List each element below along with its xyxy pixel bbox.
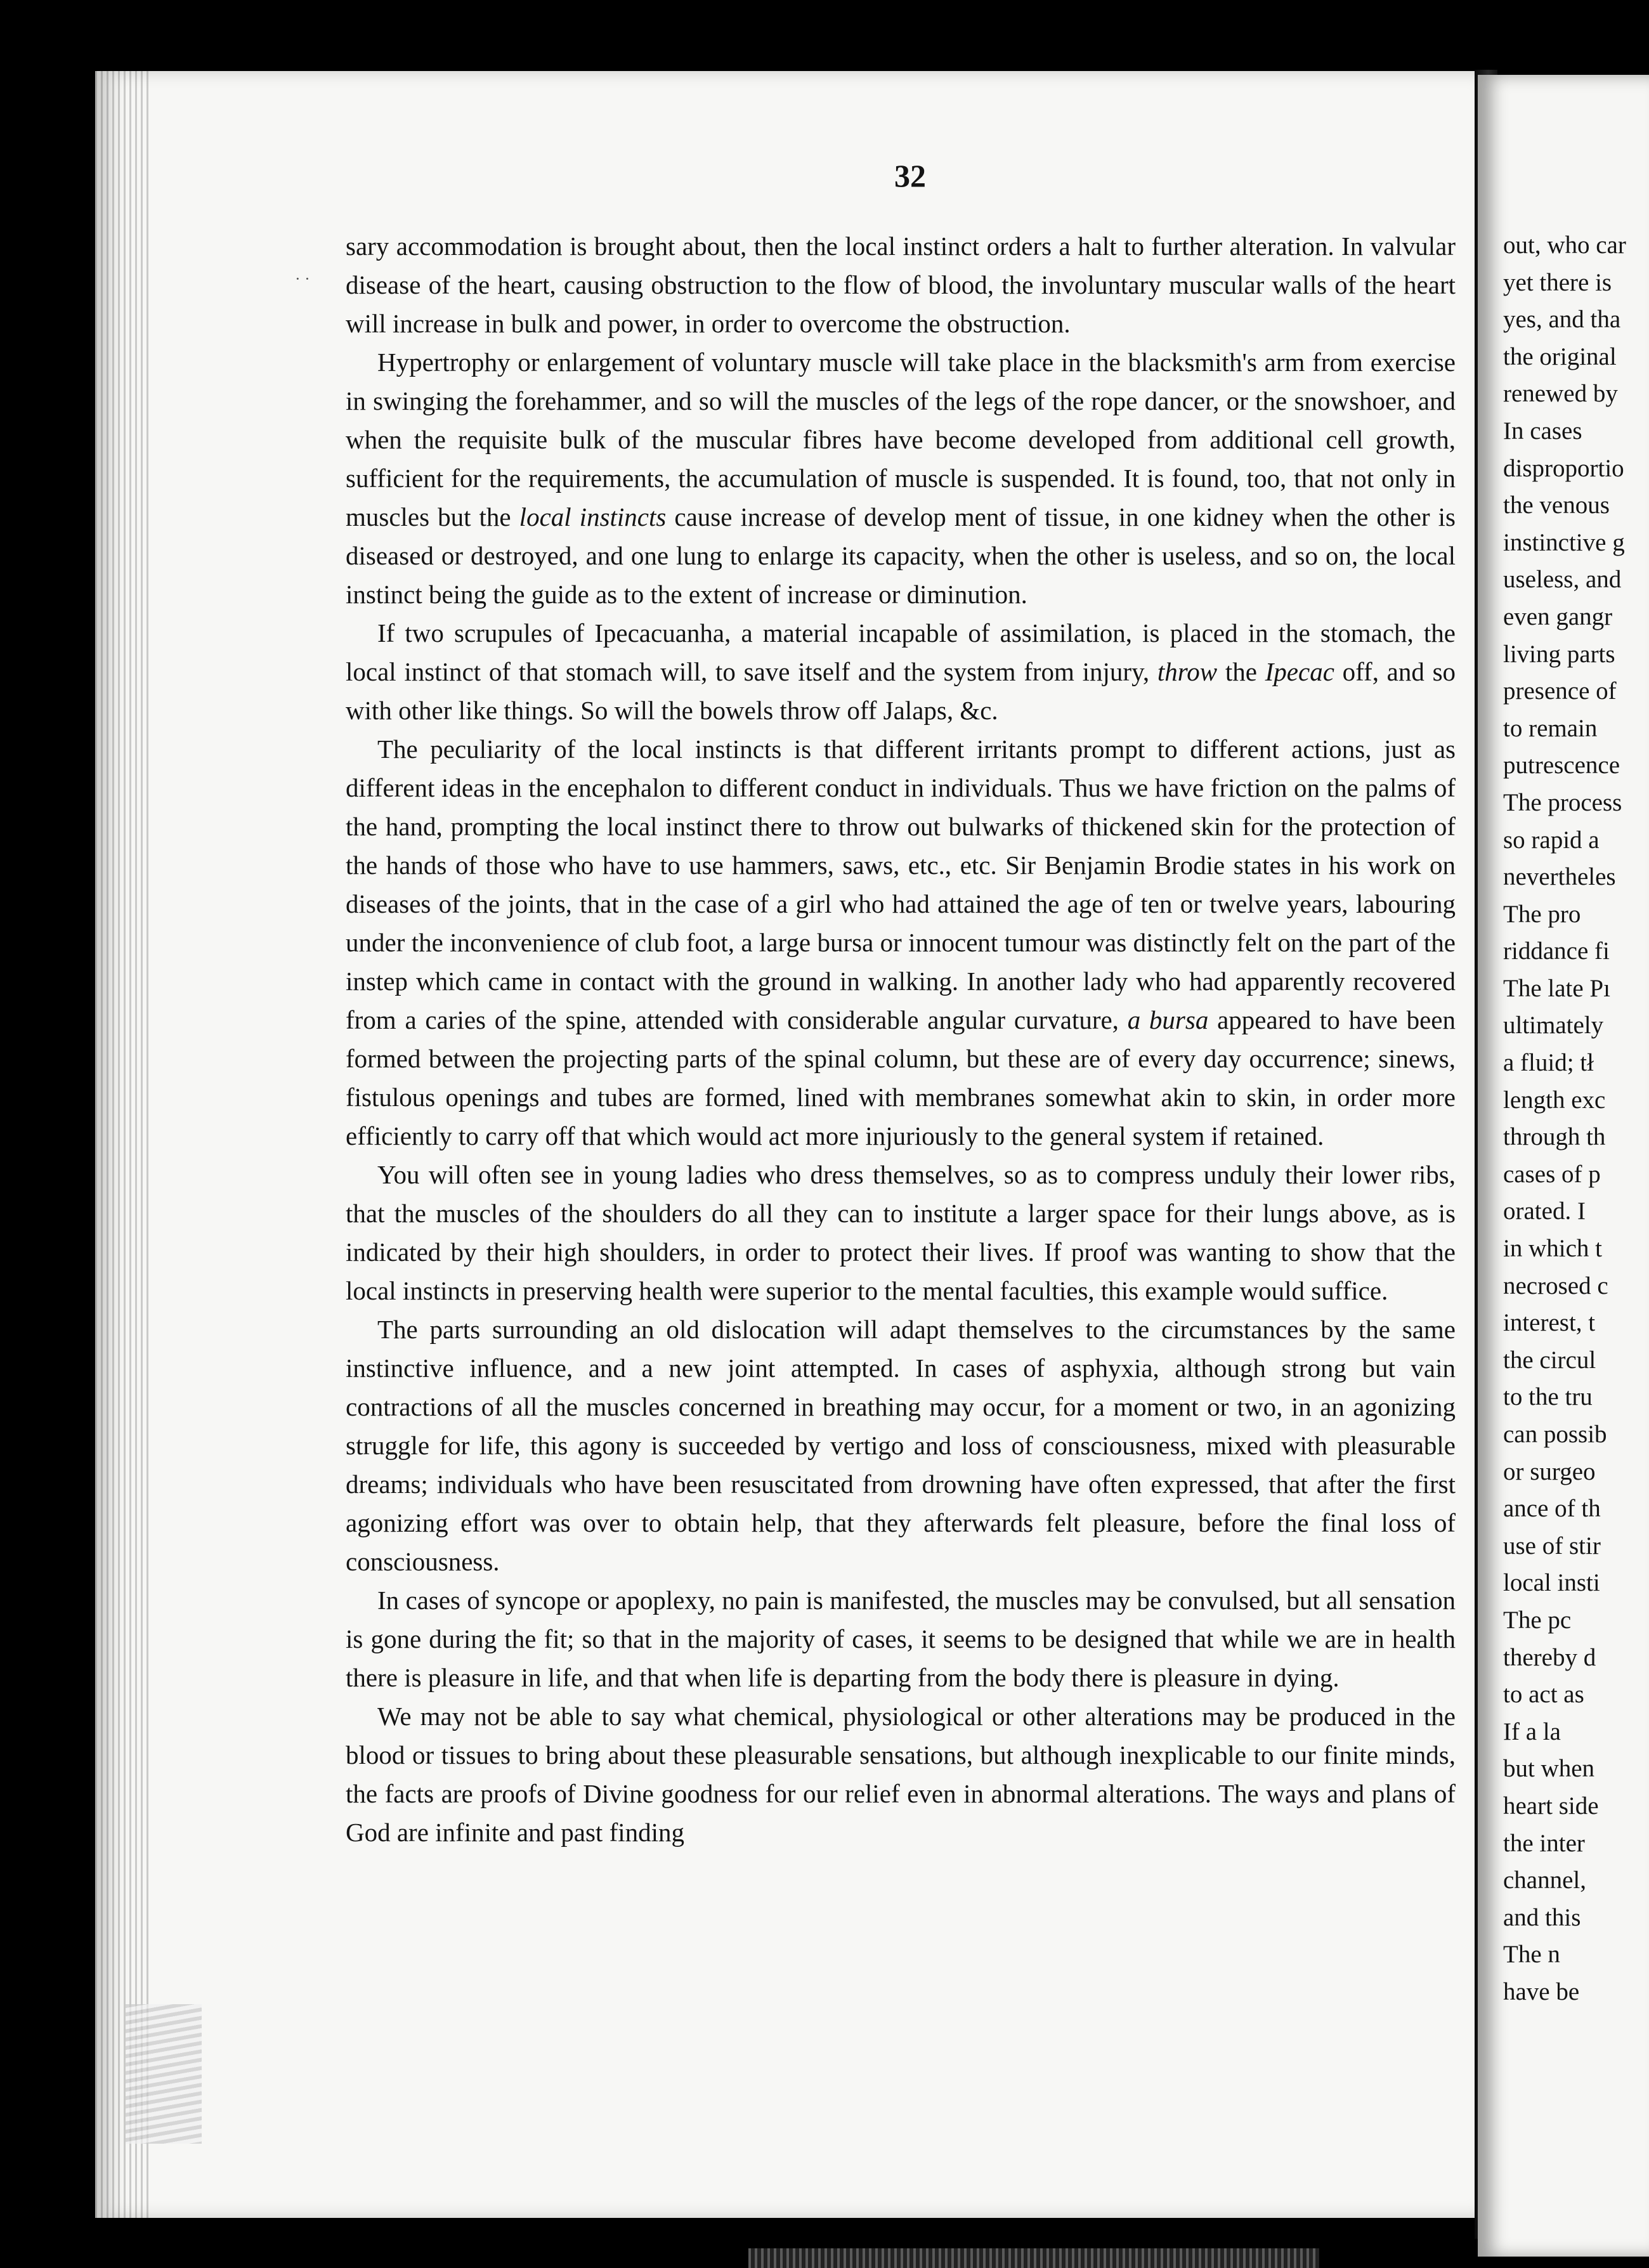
- facing-line: length exc: [1503, 1086, 1606, 1114]
- facing-line: the inter: [1503, 1829, 1585, 1857]
- facing-line: yet there is: [1503, 268, 1612, 296]
- page-body: [346, 227, 1456, 1852]
- facing-line: disproportio: [1503, 454, 1624, 482]
- paragraph-7: In cases of syncope or apoplexy, no pain is manifested, the muscles may be convulsed, but all sensation is gone during the fit; so that in the majority of cases, it seems to be designed that while we are in health there is pleasure in life, and that when life is departing from the body there is pleasure in dying.: [346, 1586, 1456, 1692]
- facing-line: In cases: [1503, 417, 1582, 445]
- facing-line: ultimately: [1503, 1012, 1604, 1040]
- facing-line: living parts: [1503, 640, 1615, 668]
- facing-line: but when: [1503, 1755, 1595, 1783]
- facing-line: heart side: [1503, 1792, 1599, 1820]
- facing-line: channel,: [1503, 1867, 1587, 1894]
- facing-line: nevertheles: [1503, 863, 1616, 891]
- facing-line: use of stir: [1503, 1532, 1601, 1560]
- facing-line: to the tru: [1503, 1383, 1593, 1411]
- facing-line: The n: [1503, 1941, 1560, 1969]
- facing-line: If a la: [1503, 1717, 1561, 1745]
- facing-page-text: [1503, 227, 1649, 2011]
- facing-line: local insti: [1503, 1569, 1600, 1597]
- paragraph-1: sary accommodation is brought about, then the local instinct orders a halt to further alteration. In valvular disease of the heart, causing obstruction to the flow of blood, the involuntary muscular walls of the heart will increase in bulk and power, in order to overcome the obstruction.: [346, 231, 1456, 338]
- facing-line: to remain: [1503, 714, 1598, 742]
- italic-phrase-a-bursa: a bursa: [1127, 1005, 1209, 1034]
- margin-mark: · ·: [295, 270, 310, 288]
- facing-line: out, who car: [1503, 231, 1626, 259]
- facing-line: to act as: [1503, 1681, 1584, 1709]
- facing-line: in which t: [1503, 1235, 1602, 1263]
- paragraph-8: We may not be able to say what chemical, physiological or other alterations may be produced in the blood or tissues to bring about these pleasurable sensations, but although inexplicable to our finite minds, the facts are proofs of Divine goodness for our relief even in abnormal alterations. The ways and plans of God are infinite and past finding: [346, 1702, 1456, 1847]
- page-number: 32: [894, 158, 926, 193]
- facing-line: instinctive g: [1503, 528, 1625, 556]
- facing-line: the circul: [1503, 1346, 1596, 1374]
- facing-line: or surgeo: [1503, 1457, 1596, 1485]
- facing-line: a fluid; tł: [1503, 1049, 1594, 1077]
- paragraph-3: If two scrupules of Ipecacuanha, a material incapable of assimilation, is placed in the stomach, the local instinct of that stomach will, to save itself and the system from injury, throw the Ipecac off, and so with other like things. So will the bowels throw off Jalaps, &c.: [346, 618, 1456, 725]
- facing-line: cases of p: [1503, 1160, 1601, 1188]
- facing-line: interest, t: [1503, 1309, 1596, 1337]
- facing-line: the venous: [1503, 492, 1610, 519]
- facing-line: putrescence: [1503, 752, 1620, 779]
- facing-line: the original: [1503, 342, 1617, 370]
- page-edges: [126, 2004, 202, 2144]
- facing-line: useless, and: [1503, 566, 1622, 594]
- facing-line: The late Pı: [1503, 974, 1610, 1002]
- paragraph-2: Hypertrophy or enlargement of voluntary muscle will take place in the blacksmith's arm from exercise in swinging the forehammer, and so will the muscles of the legs of the rope dancer, or the snowshoer, and when the requisite bulk of the muscular fibres have become developed from additional cell growth, sufficient for the requirements, the accumulation of muscle is suspended. It is found, too, that not only in muscles but the local instincts cause increase of develop ment of tissue, in one kidney when the other is diseased or destroyed, and one lung to enlarge its capacity, when the other is useless, and so on, the local instinct being the guide as to the extent of increase or diminution.: [346, 348, 1456, 609]
- paragraph-5: You will often see in young ladies who dress themselves, so as to compress unduly their lower ribs, that the muscles of the shoulders do all they can to institute a larger space for their lungs above, as is indicated by their high shoulders, in order to protect their lives. If proof was wanting to show that the local instincts in preserving health were superior to the mental faculties, this example would suffice.: [346, 1160, 1456, 1305]
- facing-line: The pro: [1503, 900, 1581, 928]
- facing-line: The pc: [1503, 1606, 1572, 1634]
- book-bottom-edge: [748, 2248, 1319, 2268]
- paragraph-6: The parts surrounding an old dislocation will adapt themselves to the circumstances by the same instinctive influence, and a new joint attempted. In cases of asphyxia, although strong but vain contractions of all the muscles concerned in breathing may occur, for a moment or two, in an agonizing struggle for life, this agony is succeeded by vertigo and loss of consciousness, mixed with pleasurable dreams; individuals who have been resuscitated from drowning have often expressed, that after the first agonizing effort was over to obtain help, that they afterwards felt pleasure, before the final loss of consciousness.: [346, 1315, 1456, 1576]
- italic-word-throw: throw: [1157, 657, 1218, 686]
- italic-word-ipecac: Ipecac: [1265, 657, 1334, 686]
- facing-line: thereby d: [1503, 1643, 1596, 1671]
- facing-line: yes, and tha: [1503, 306, 1621, 334]
- facing-line: have be: [1503, 1978, 1580, 2005]
- facing-line: so rapid a: [1503, 826, 1600, 854]
- facing-line: and this: [1503, 1903, 1581, 1931]
- facing-line: presence of: [1503, 677, 1617, 705]
- paragraph-4: The peculiarity of the local instincts is that different irritants prompt to different actions, just as different ideas in the encephalon to different conduct in individuals. Thus we have friction on the palms of the hand, prompting the local instinct there to throw out bulwarks of thickened skin for the protection of the hands of those who have to use hammers, saws, etc., etc. Sir Benjamin Brodie states in his work on diseases of the joints, that in the case of a girl who had attained the age of ten or twelve years, labouring under the inconvenience of club foot, a large bursa or innocent tumour was distinctly felt on the part of the instep which came in contact with the ground in walking. In another lady who had apparently recovered from a caries of the spine, attended with considerable angular curvature, a bursa appeared to have been formed between the projecting parts of the spinal column, but these are of every day occurrence; sinews, fistulous openings and tubes are formed, lined with membranes somewhat akin to skin, in order more efficiently to carry off that which would act more injuriously to the general system if retained.: [346, 734, 1456, 1150]
- facing-line: ance of th: [1503, 1495, 1601, 1523]
- facing-line: even gangr: [1503, 603, 1613, 630]
- facing-line: through th: [1503, 1123, 1606, 1151]
- facing-line: riddance fi: [1503, 937, 1610, 965]
- facing-page: [1478, 75, 1649, 2257]
- facing-line: can possib: [1503, 1421, 1607, 1448]
- facing-line: renewed by: [1503, 380, 1618, 408]
- facing-line: orated. I: [1503, 1197, 1586, 1225]
- facing-line: necrosed c: [1503, 1272, 1608, 1300]
- italic-phrase-local-instincts: local instincts: [519, 502, 667, 531]
- facing-line: The process: [1503, 788, 1622, 816]
